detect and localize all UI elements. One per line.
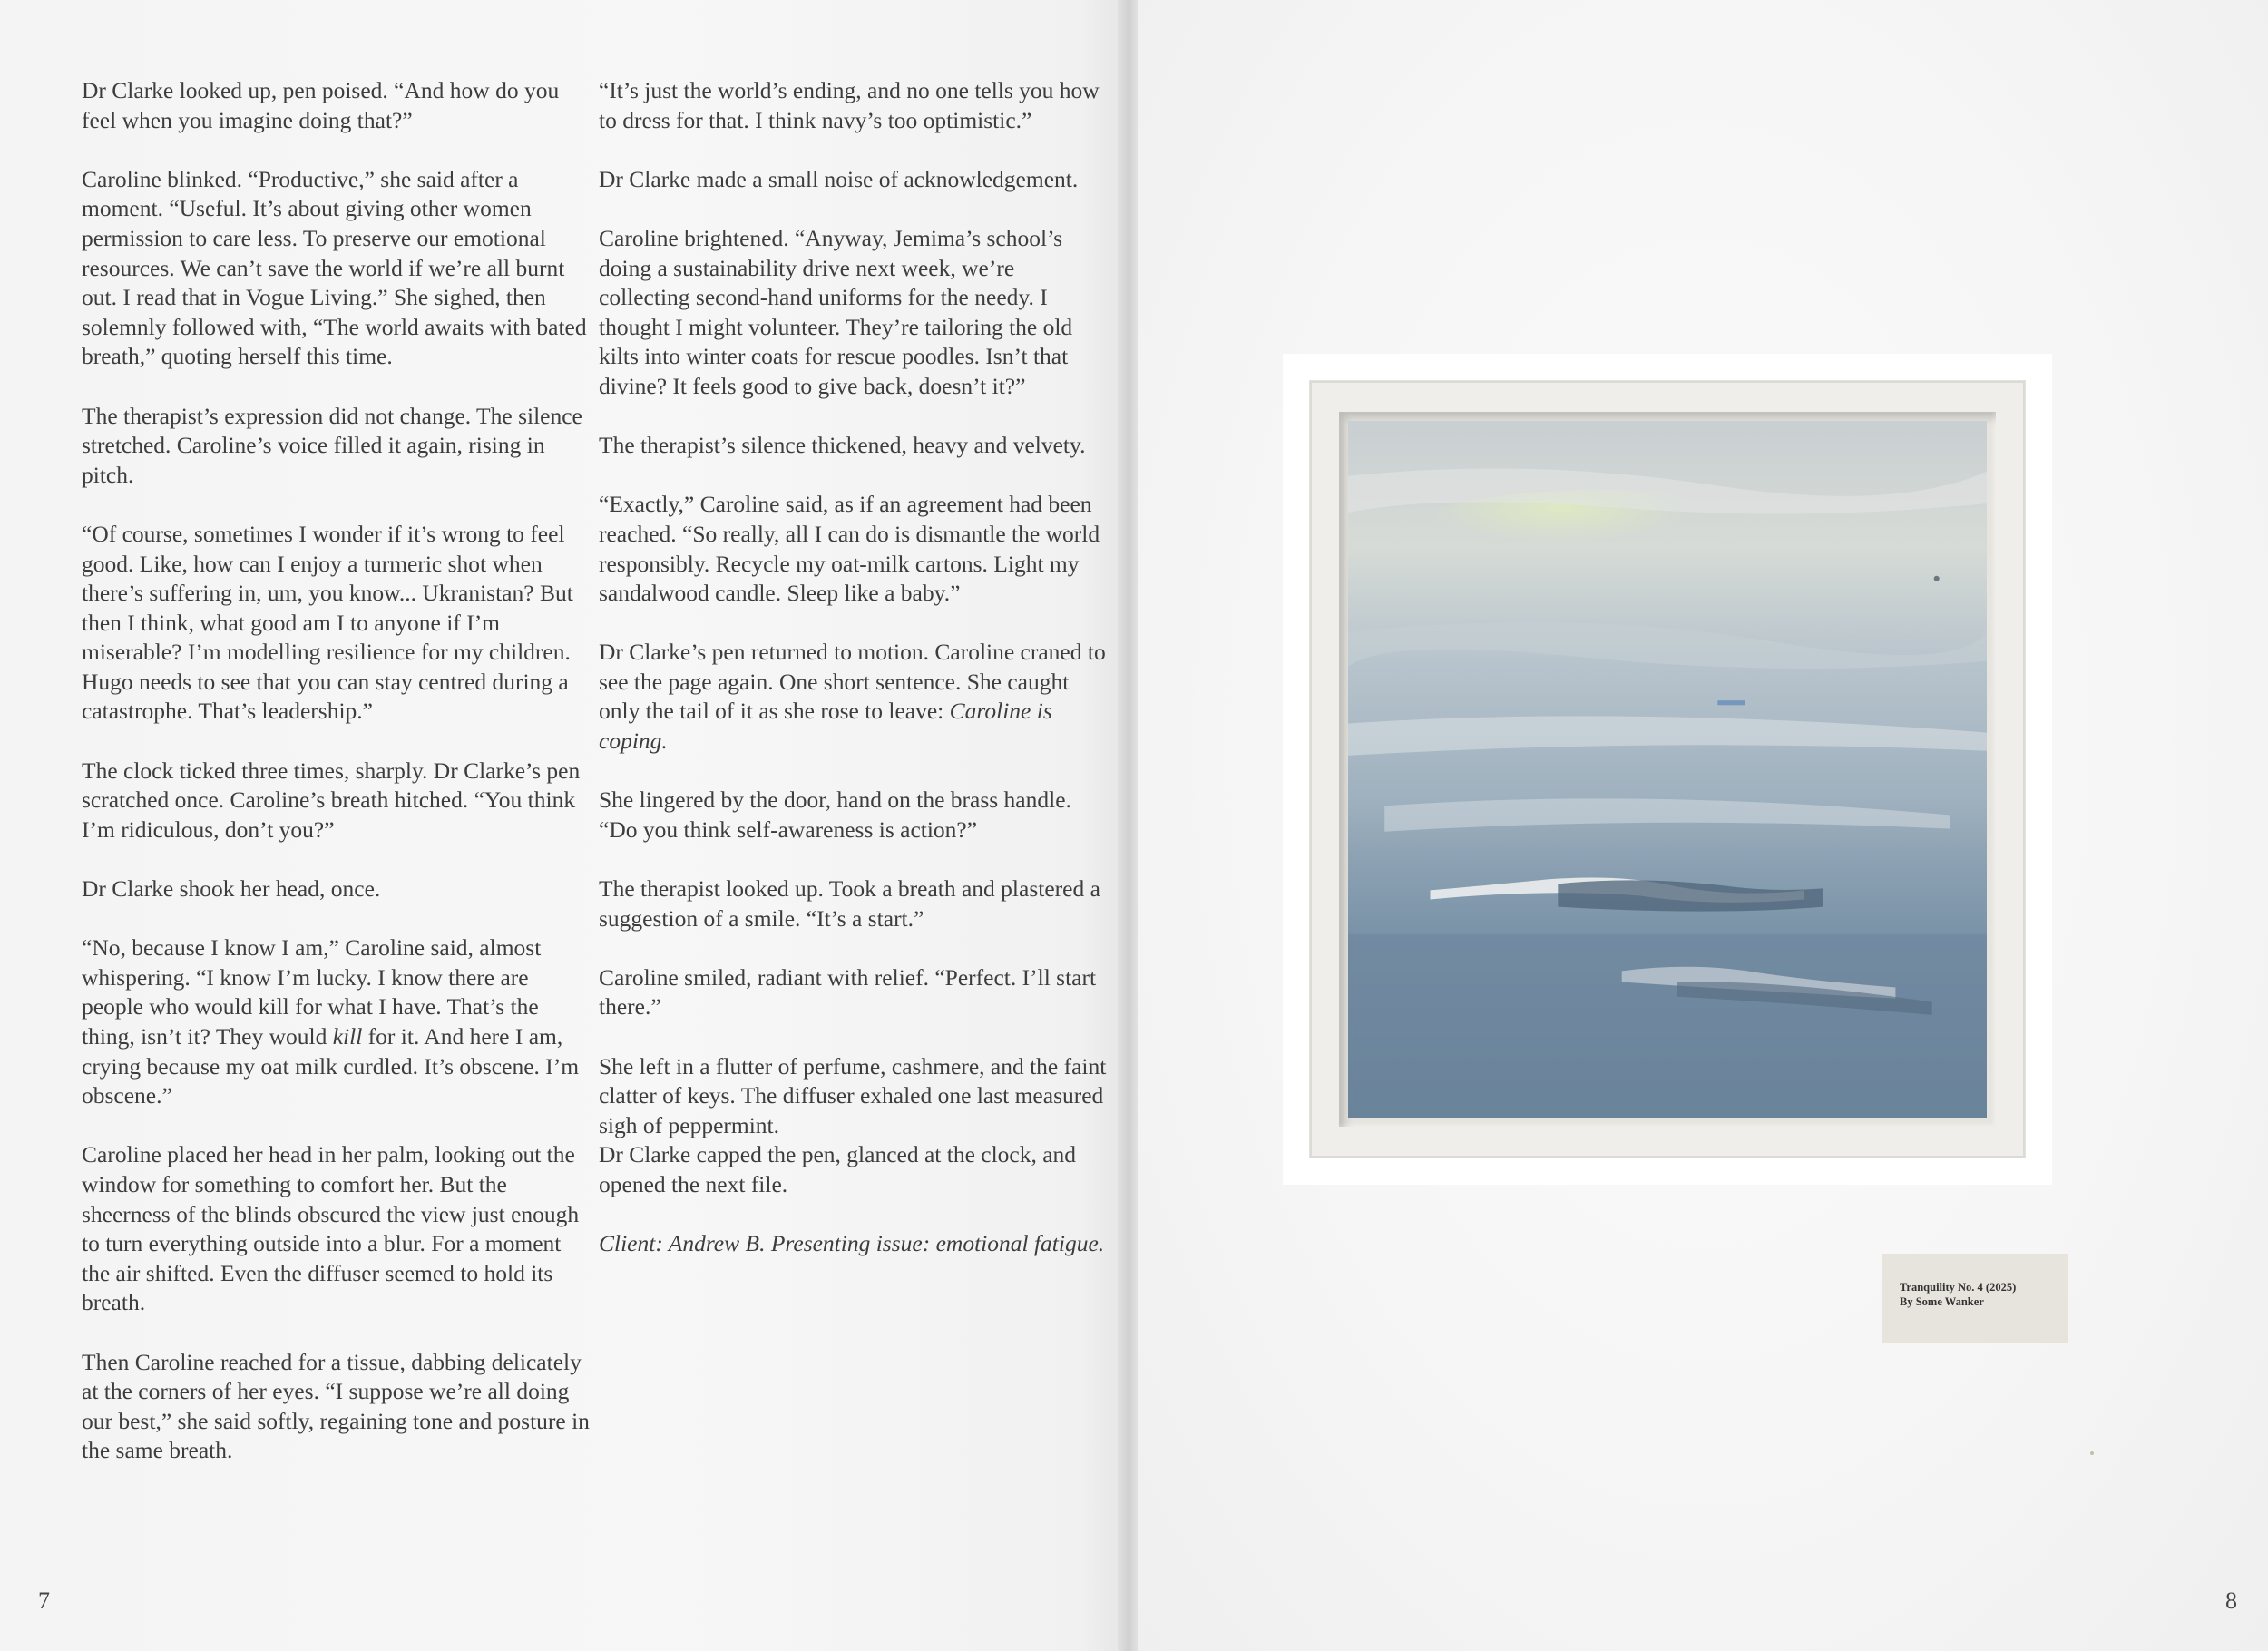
paragraph: Caroline smiled, radiant with relief. “Perfect. I’ll start there.” xyxy=(599,963,1097,1021)
painting-image xyxy=(1348,421,1987,1118)
right-page xyxy=(1138,0,2268,1651)
paragraph: Caroline brightened. “Anyway, Jemima’s school’s doing a sustainability drive next week, we’re collecting second-hand uniforms for the needy. I thought I might volunteer. They’re tailoring the old kilts into winter coats for rescue poodles. Isn’t that divine? It feels good to give back, doesn’t it?” xyxy=(599,224,1073,399)
paragraph: The therapist looked up. Took a breath and plastered a suggestion of a smile. “It’s a start.” xyxy=(599,875,1100,932)
paragraph: She lingered by the door, hand on the brass handle. “Do you think self-awareness is action?” xyxy=(599,786,1071,843)
artwork-artist: By Some Wanker xyxy=(1900,1295,1984,1308)
artwork-caption-card xyxy=(1882,1254,2068,1343)
paragraph: “Of course, sometimes I wonder if it’s wrong to feel good. Like, how can I enjoy a turmeric shot when there’s suffering in, um, you know... Ukranistan? But then I think, what good am I to anyone if I’m miserable? I’m modelling resilience for my children. Hugo needs to see that you can stay centred during a catastrophe. That’s leadership.” xyxy=(82,520,573,725)
paper-speck xyxy=(2090,1451,2094,1455)
paragraph: She left in a flutter of perfume, cashmere, and the faint clatter of keys. The diffuser exhaled one last measured sigh of peppermint. xyxy=(599,1052,1107,1138)
painting-frame xyxy=(1310,381,2025,1158)
page-number-left: 7 xyxy=(38,1588,50,1614)
frame-recess xyxy=(1339,412,1996,1127)
text-run: for it. And here I am, crying because my oat milk curdled. It’s obscene. I’m obscene.” xyxy=(82,1023,580,1109)
text-column-2 xyxy=(599,76,1107,1288)
text-run: Dr Clarke’s pen returned to motion. Caroline craned to see the page again. One short sentence. She caught only the tail of it as she rose to leave: xyxy=(599,639,1106,725)
paragraph: Dr Clarke made a small noise of acknowledgement. xyxy=(599,165,1079,192)
text-run: “No, because I know I am,” Caroline said, almost whispering. “I know I’m lucky. I know there are people who would kill for what I have. That’s the thing, isn’t it? They would xyxy=(82,934,542,1050)
paragraph-kill xyxy=(82,933,590,1111)
paragraph: “Exactly,” Caroline said, as if an agreement had been reached. “So really, all I can do is dismantle the world responsibly. Recycle my oat-milk cartons. Light my sandalwood candle. Sleep like a baby.” xyxy=(599,491,1100,607)
paragraph: Dr Clarke looked up, pen poised. “And how do you feel when you imagine doing that?” xyxy=(82,77,560,133)
client-note-text: Client: Andrew B. Presenting issue: emotional fatigue. xyxy=(599,1230,1105,1257)
artwork-title: Tranquility No. 4 (2025) xyxy=(1900,1281,2017,1294)
paragraph: Caroline placed her head in her palm, looking out the window for something to comfort her. But the sheerness of the blinds obscured the view just enough to turn everything outside into a blur. For a moment the air shifted. Even the diffuser seemed to hold its breath. xyxy=(82,1141,580,1316)
paragraph: The clock ticked three times, sharply. Dr Clarke’s pen scratched once. Caroline’s breath hitched. “You think I’m ridiculous, don’t you?” xyxy=(82,757,581,843)
emphasis-text: kill xyxy=(332,1023,363,1050)
paragraph: “It’s just the world’s ending, and no one tells you how to dress for that. I think navy’s too optimistic.” xyxy=(599,77,1100,133)
artwork-photo xyxy=(1283,354,2052,1185)
paragraph-coping xyxy=(599,638,1107,756)
paragraph: The therapist’s silence thickened, heavy and velvety. xyxy=(599,432,1086,459)
text-column-1 xyxy=(82,76,590,1496)
paragraph: The therapist’s expression did not change. The silence stretched. Caroline’s voice filled it again, rising in pitch. xyxy=(82,402,582,488)
page-number-right: 8 xyxy=(2225,1588,2237,1614)
paragraph: Caroline blinked. “Productive,” she said after a moment. “Useful. It’s about giving other women permission to care less. To preserve our emotional resources. We can’t save the world if we’re all burnt out. I read that in Vogue Living.” She sighed, then solemnly followed with, “The world awaits with bated breath,” quoting herself this time. xyxy=(82,165,587,370)
paragraph: Dr Clarke capped the pen, glanced at the clock, and opened the next file. xyxy=(599,1141,1077,1197)
left-page xyxy=(0,0,1123,1651)
seascape-painting xyxy=(1348,421,1987,1118)
paragraph: Dr Clarke shook her head, once. xyxy=(82,875,381,903)
client-note xyxy=(599,1229,1107,1259)
emphasis-text: Caroline is coping. xyxy=(599,698,1052,755)
paragraph: Then Caroline reached for a tissue, dabbing delicately at the corners of her eyes. “I suppose we’re all doing our best,” she said softly, regaining tone and posture in the same breath. xyxy=(82,1348,590,1464)
